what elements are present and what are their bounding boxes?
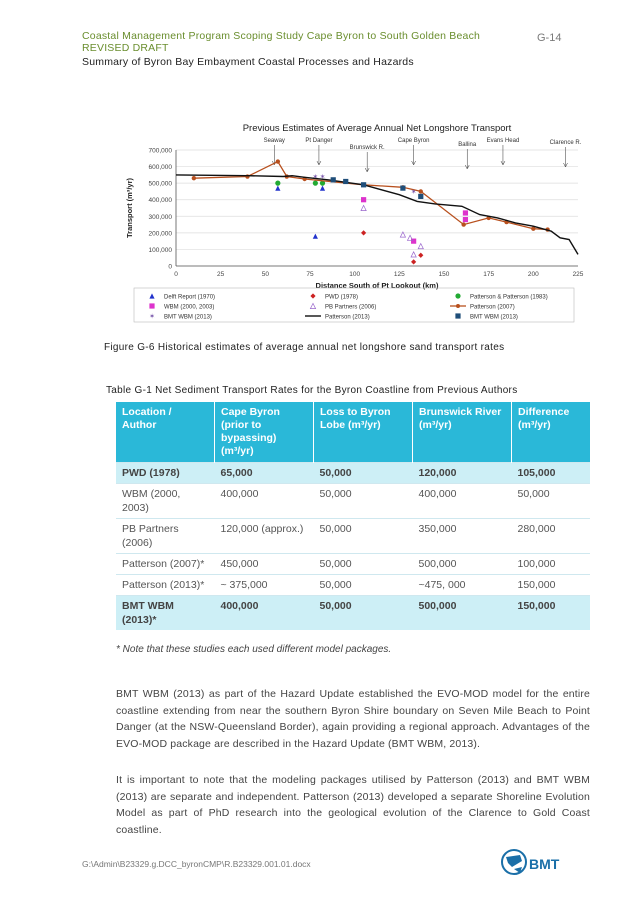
y-tick-label: 500,000 xyxy=(148,180,172,188)
legend-swatch xyxy=(456,304,460,308)
x-axis-label: Distance South of Pt Lookout (km) xyxy=(315,281,439,290)
data-point xyxy=(320,186,325,191)
longshore-transport-chart xyxy=(118,120,588,330)
y-axis-label: Transport (m³/yr) xyxy=(125,177,134,239)
globe-icon xyxy=(502,850,526,874)
table-cell: 350,000 xyxy=(413,519,512,554)
y-tick-label: 700,000 xyxy=(148,147,172,155)
legend-swatch xyxy=(149,293,154,298)
table-row xyxy=(116,519,590,554)
location-annotation: Evans Head xyxy=(486,138,520,144)
bmt-logo xyxy=(500,845,562,888)
x-tick-label: 200 xyxy=(527,271,539,278)
x-tick-label: 125 xyxy=(393,271,405,278)
data-point xyxy=(331,177,336,182)
data-point xyxy=(463,217,468,222)
table-cell: 120,000 xyxy=(413,463,512,484)
series-line xyxy=(194,162,548,230)
table-cell: 280,000 xyxy=(512,519,591,554)
x-tick-label: 50 xyxy=(261,271,269,278)
location-annotation: Seaway xyxy=(263,138,285,144)
location-annotation: Cape Byron xyxy=(397,138,430,144)
x-tick-label: 25 xyxy=(217,271,225,278)
table-cell: Patterson (2013)* xyxy=(116,575,215,596)
x-tick-label: 150 xyxy=(438,271,450,278)
legend-label: Patterson (2007) xyxy=(470,304,515,311)
sediment-transport-table xyxy=(116,402,590,630)
figure-caption: Figure G-6 Historical estimates of average annual net longshore sand transport rates xyxy=(104,342,505,353)
page-number: G-14 xyxy=(537,32,562,44)
location-annotation: Brunswick R. xyxy=(349,145,385,151)
x-tick-label: 100 xyxy=(349,271,361,278)
table-cell: 500,000 xyxy=(413,554,512,575)
data-point xyxy=(418,244,423,249)
data-point xyxy=(411,259,416,264)
y-tick-label: 300,000 xyxy=(148,213,172,221)
data-point xyxy=(313,181,318,186)
y-tick-label: 100,000 xyxy=(148,246,172,254)
table-cell: 105,000 xyxy=(512,463,591,484)
table-cell: Patterson (2007)* xyxy=(116,554,215,575)
table-cell: 50,000 xyxy=(314,596,413,631)
table-cell: 50,000 xyxy=(314,463,413,484)
data-point xyxy=(361,230,366,235)
legend-label: PWD (1978) xyxy=(325,294,359,301)
data-point xyxy=(407,235,412,240)
data-point xyxy=(411,252,416,257)
location-annotation: Ballina xyxy=(458,142,477,148)
y-tick-label: 600,000 xyxy=(148,164,172,172)
data-point: ✶ xyxy=(319,174,326,182)
legend-swatch xyxy=(310,293,315,298)
document-header-status: REVISED DRAFT xyxy=(82,42,169,54)
data-point xyxy=(418,194,423,199)
data-point: ✶ xyxy=(410,188,417,196)
table-row xyxy=(116,575,590,596)
y-tick-label: 200,000 xyxy=(148,230,172,238)
data-point xyxy=(361,197,366,202)
data-point xyxy=(275,186,280,191)
legend-swatch xyxy=(455,313,460,318)
col-header-cape-byron: Cape Byron (prior to bypassing) (m³/yr) xyxy=(215,402,314,463)
x-tick-label: 175 xyxy=(483,271,495,278)
table-cell: BMT WBM (2013)* xyxy=(116,596,215,631)
legend-swatch: ✶ xyxy=(149,313,155,321)
col-header-author: Location / Author xyxy=(116,402,215,463)
x-tick-label: 225 xyxy=(572,271,584,278)
table-cell: ~ 375,000 xyxy=(215,575,314,596)
data-point xyxy=(463,210,468,215)
legend-label: WBM (2000, 2003) xyxy=(164,304,215,311)
x-tick-label: 75 xyxy=(306,271,314,278)
table-cell: 50,000 xyxy=(314,554,413,575)
table-cell: 65,000 xyxy=(215,463,314,484)
data-point xyxy=(192,176,196,180)
table-cell: 400,000 xyxy=(215,484,314,519)
y-tick-label: 400,000 xyxy=(148,197,172,205)
body-paragraph-1: BMT WBM (2013) as part of the Hazard Update established the EVO-MOD model for the entire coastline extending from near the southern Byron Shire boundary on Seven Mile Beach to Point Danger (at the NSW-Queensland Border), again providing a regional approach. Advantages of the EVO-MOD package are described in the Hazard Update (BMT WBM, 2013). xyxy=(116,688,590,750)
table-cell: 400,000 xyxy=(215,596,314,631)
table-cell: 400,000 xyxy=(413,484,512,519)
table-cell: 50,000 xyxy=(512,484,591,519)
table-row xyxy=(116,596,590,631)
col-header-brunswick: Brunswick River (m³/yr) xyxy=(413,402,512,463)
data-point xyxy=(275,181,280,186)
series-line xyxy=(176,175,578,255)
table-cell: 150,000 xyxy=(512,596,591,631)
legend-label: Patterson & Patterson (1983) xyxy=(470,294,548,301)
col-header-difference: Difference (m³/yr) xyxy=(512,402,591,463)
logo-text: BMT xyxy=(529,856,560,872)
legend-label: PB Partners (2006) xyxy=(325,304,377,311)
table-caption: Table G-1 Net Sediment Transport Rates for the Byron Coastline from Previous Authors xyxy=(106,385,518,396)
section-subtitle: Summary of Byron Bay Embayment Coastal Processes and Hazards xyxy=(82,56,414,68)
legend-swatch xyxy=(455,293,460,298)
col-header-loss: Loss to Byron Lobe (m³/yr) xyxy=(314,402,413,463)
legend-swatch xyxy=(310,303,315,308)
table-cell: 150,000 xyxy=(512,575,591,596)
table-cell: 50,000 xyxy=(314,484,413,519)
table-cell: PB Partners (2006) xyxy=(116,519,215,554)
data-point xyxy=(361,205,366,210)
data-point xyxy=(343,179,348,184)
data-point xyxy=(313,234,318,239)
legend-label: BMT WBM (2013) xyxy=(164,314,212,321)
location-annotation: Clarence R. xyxy=(549,140,582,146)
data-point xyxy=(418,253,423,258)
data-point xyxy=(419,189,423,193)
table-cell: 50,000 xyxy=(314,575,413,596)
location-annotation: Pt Danger xyxy=(305,138,333,144)
table-cell: 450,000 xyxy=(215,554,314,575)
data-point xyxy=(400,186,405,191)
data-point xyxy=(276,159,280,163)
table-note: * Note that these studies each used different model packages. xyxy=(116,644,392,655)
x-tick-label: 0 xyxy=(174,271,178,278)
legend-swatch xyxy=(149,303,154,308)
table-row xyxy=(116,554,590,575)
table-row xyxy=(116,463,590,484)
data-point xyxy=(361,182,366,187)
table-cell: 500,000 xyxy=(413,596,512,631)
table-cell: ~475, 000 xyxy=(413,575,512,596)
legend-label: Patterson (2013) xyxy=(325,314,370,321)
table-cell: 120,000 (approx.) xyxy=(215,519,314,554)
table-cell: WBM (2000, 2003) xyxy=(116,484,215,519)
footer-file-path: G:\Admin\B23329.g.DCC_byronCMP\R.B23329.001.01.docx xyxy=(82,859,311,869)
table-cell: PWD (1978) xyxy=(116,463,215,484)
document-header-title: Coastal Management Program Scoping Study Cape Byron to South Golden Beach xyxy=(82,30,481,42)
table-cell: 50,000 xyxy=(314,519,413,554)
legend-label: Delft Report (1970) xyxy=(164,294,216,301)
data-point: ✶ xyxy=(312,174,319,182)
chart-title: Previous Estimates of Average Annual Net Longshore Transport xyxy=(242,123,512,134)
y-tick-label: 0 xyxy=(168,263,172,271)
data-point xyxy=(461,222,465,226)
table-row xyxy=(116,484,590,519)
body-paragraph-2: It is important to note that the modeling packages utilised by Patterson (2013) and BMT WBM (2013) are separate and independent. Patterson (2013) developed a separate Shoreline Evolution Model as part of PhD research into the geological evolution of the Clarence to Gold Coast coastline. xyxy=(116,774,590,836)
data-point xyxy=(245,174,249,178)
legend-label: BMT WBM (2013) xyxy=(470,314,518,321)
table-cell: 100,000 xyxy=(512,554,591,575)
